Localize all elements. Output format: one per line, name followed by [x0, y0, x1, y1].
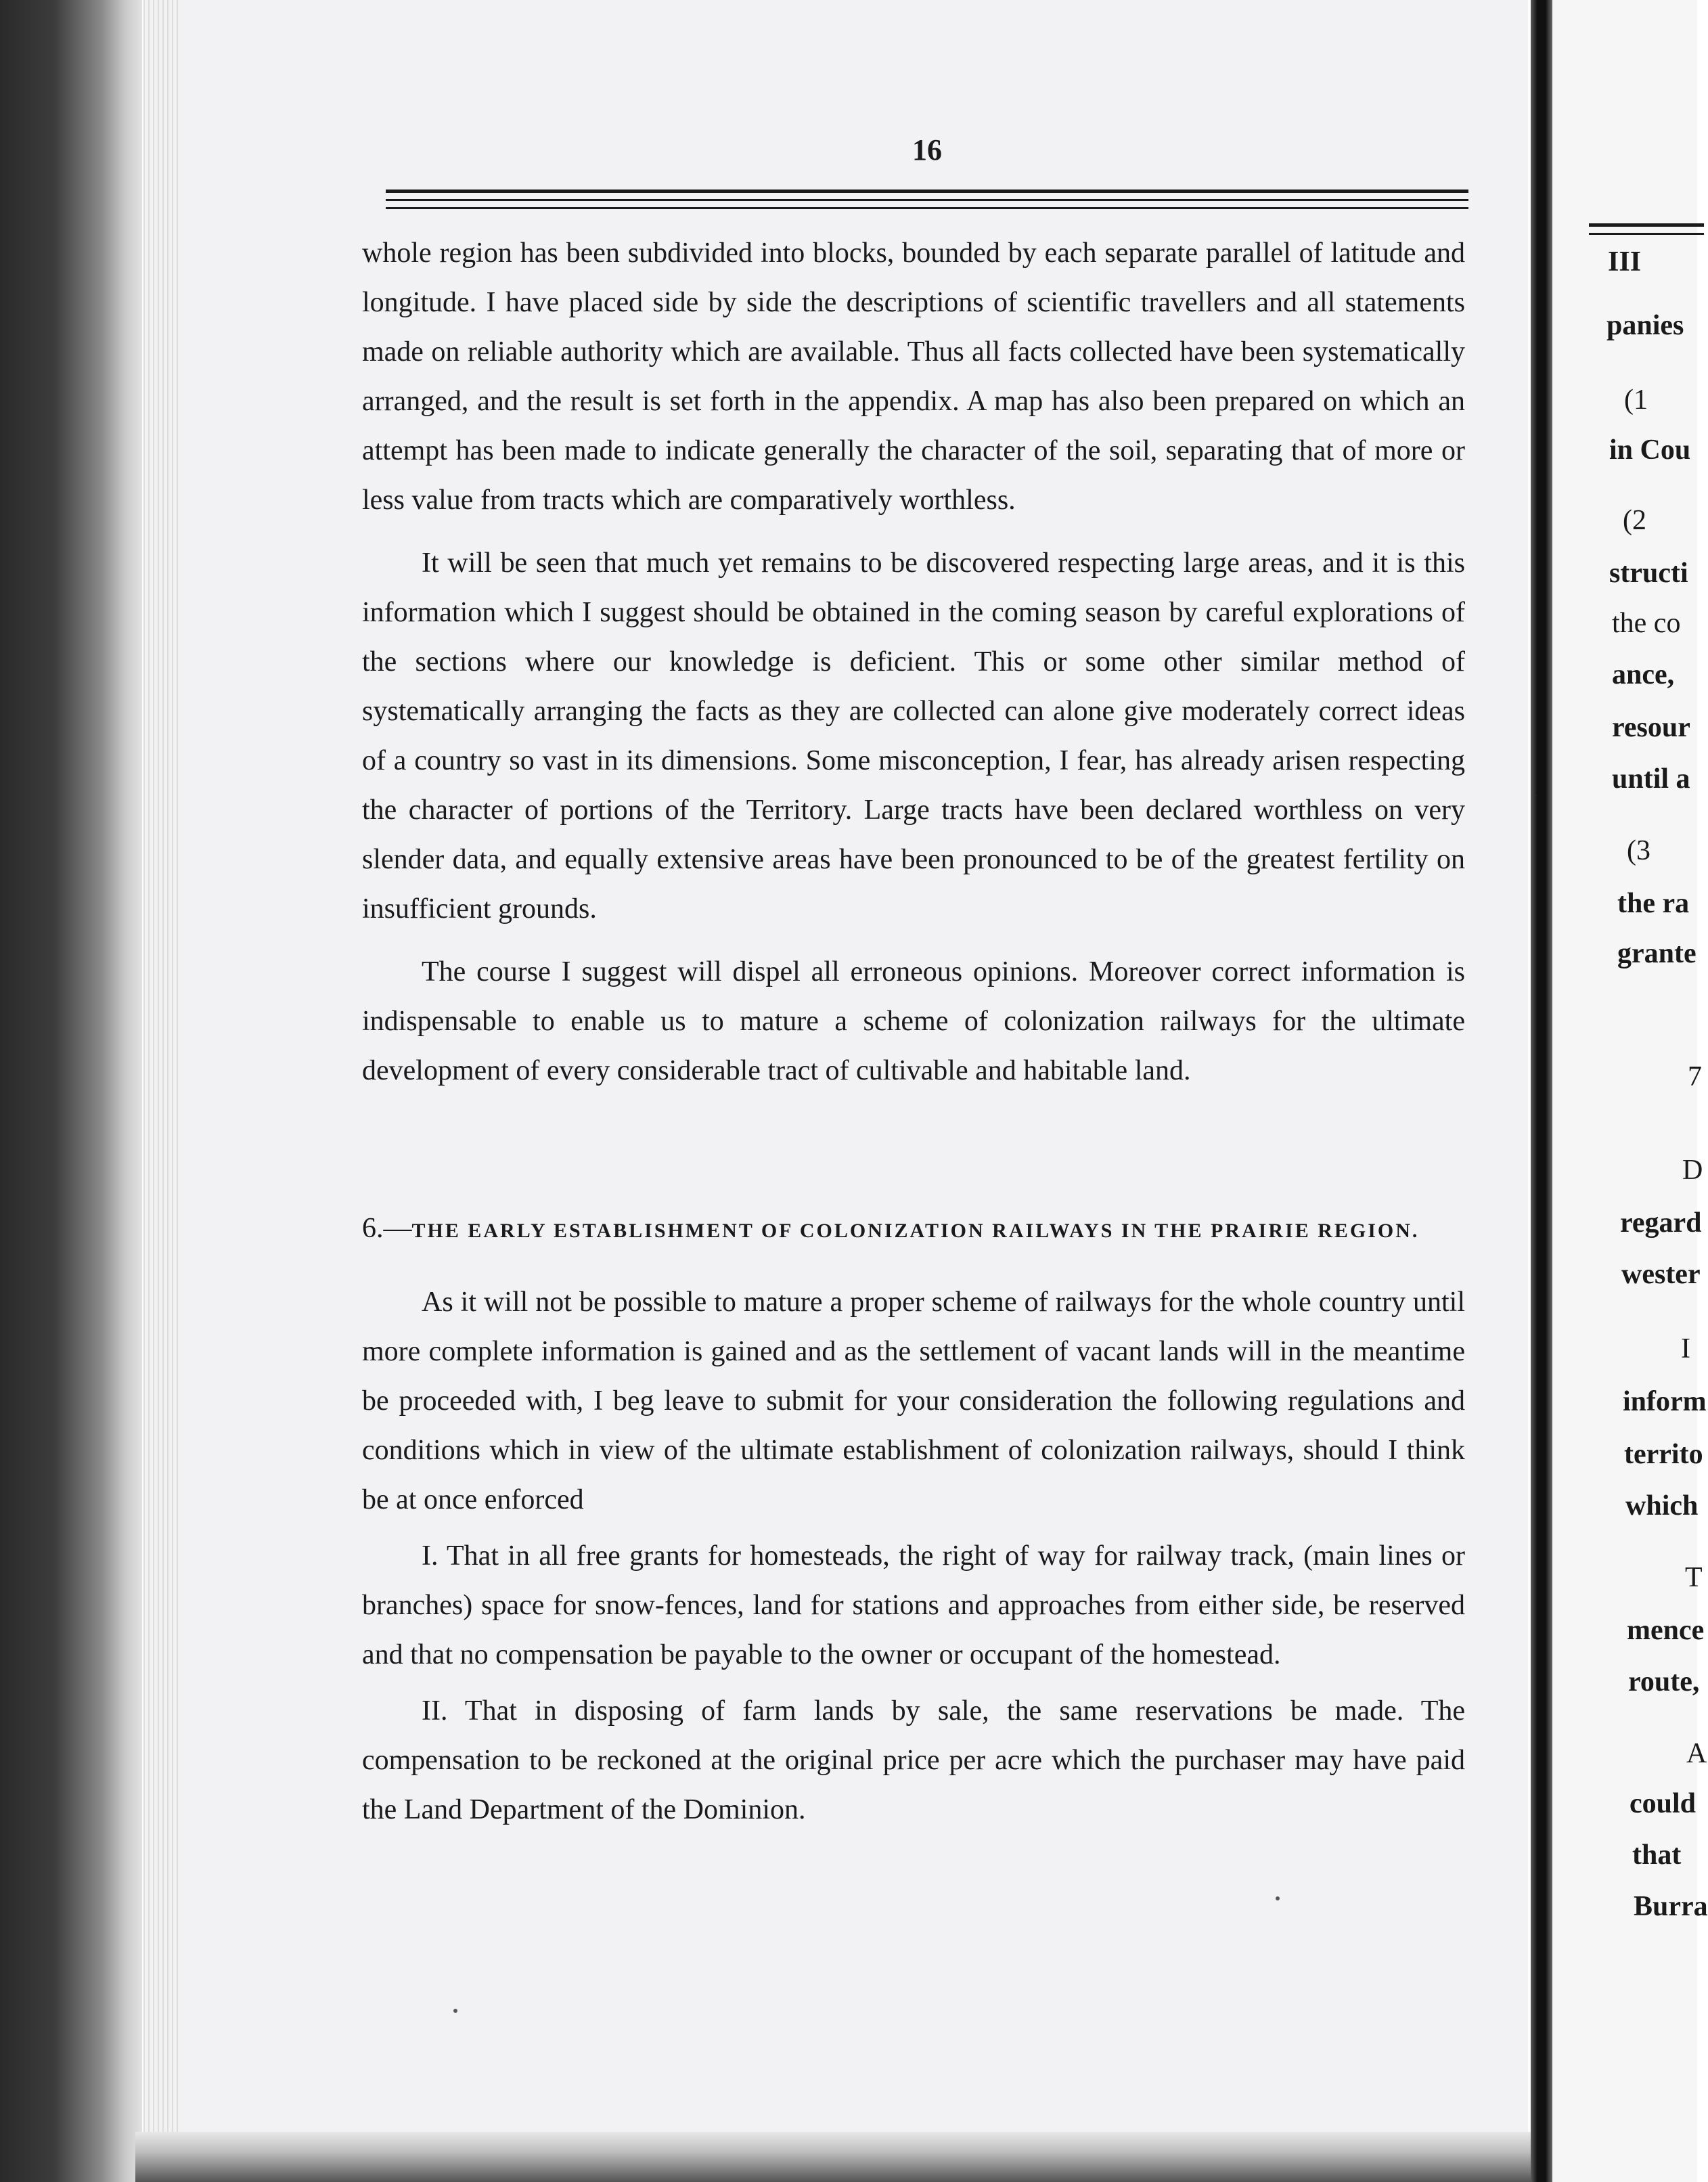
- header-rule: [386, 207, 1468, 209]
- fragment-text: panies: [1606, 310, 1684, 341]
- fragment-text: (1: [1624, 384, 1648, 416]
- page-bottom-edge: [135, 2132, 1543, 2182]
- paragraph: As it will not be possible to mature a proper scheme of railways for the whole country until more complete information is gained and as the settlement of vacant lands will in the meantime be proceeded with, I beg leave to submit for your consideration the following regulations and conditions which in view of the ultimate establishment of colonization railways, should I think be at once enforced: [362, 1287, 1465, 1515]
- fragment-text: Burra: [1634, 1891, 1708, 1922]
- fragment-text: I: [1681, 1333, 1690, 1364]
- paragraph: II. That in disposing of farm lands by sale, the same reservations be made. The compensation to be reckoned at the original price per acre which the purchaser may have paid the Land Department of the Dominion.: [362, 1695, 1465, 1825]
- header-rule: [1589, 233, 1704, 235]
- fragment-text: structi: [1609, 558, 1688, 589]
- fragment-text: grante: [1617, 938, 1696, 969]
- header-rule: [1589, 223, 1704, 227]
- page-stack-edges: [143, 0, 184, 2182]
- fragment-text: D: [1682, 1155, 1703, 1186]
- right-page-fragment: [1562, 0, 1708, 2182]
- fragment-text: ance,: [1612, 659, 1675, 690]
- fragment-text: which: [1625, 1490, 1699, 1521]
- fragment-text: (2: [1623, 505, 1646, 536]
- fragment-text: A: [1686, 1738, 1707, 1769]
- paragraph: I. That in all free grants for homesteads, the right of way for railway track, (main lines or branches) space for snow-fences, land for stations and approaches from either side, be reserved and that no compensation be payable to the owner or occupant of the homestead.: [362, 1540, 1465, 1670]
- fragment-text: wester: [1621, 1259, 1701, 1290]
- fragment-text: inform: [1623, 1386, 1707, 1417]
- book-binding-edge: [0, 0, 142, 2182]
- section-heading: [362, 1205, 1465, 1255]
- fragment-text: 7: [1688, 1061, 1702, 1092]
- fragment-text: territo: [1624, 1439, 1703, 1470]
- paragraph: It will be seen that much yet remains to be discovered respecting large areas, and it is this information which I suggest should be obtained in the coming season by careful explorations of the sections where our knowledge is deficient. This or some other similar method of systematically arranging the facts as they are collected can alone give moderately correct ideas of a country so vast in its dimensions. Some misconception, I fear, has already arisen respecting the character of portions of the Territory. Large tracts have been declared worthless on very slender data, and equally extensive areas have been pronounced to be of the greatest fertility on insufficient grounds.: [362, 548, 1465, 925]
- fragment-text: (3: [1627, 835, 1650, 866]
- book-gutter: [1531, 0, 1552, 2182]
- scan-speck: [453, 2009, 457, 2013]
- header-rule: [386, 190, 1468, 193]
- paragraph: The course I suggest will dispel all erroneous opinions. Moreover correct information is indispensable to enable us to mature a scheme of colonization railways for the ultimate development of every considerable tract of cultivable and habitable land.: [362, 956, 1465, 1086]
- scan-speck: [1536, 791, 1540, 795]
- fragment-text: regard: [1620, 1207, 1702, 1239]
- body-text-upper: [362, 229, 1465, 1096]
- fragment-text: in Cou: [1609, 435, 1691, 466]
- header-rule: [386, 199, 1468, 201]
- body-text-lower: [362, 1278, 1465, 1835]
- section-title: THE EARLY ESTABLISHMENT OF COLONIZATION RAILWAYS IN THE PRAIRIE REGION.: [411, 1220, 1420, 1242]
- scan-speck: [1276, 1896, 1280, 1900]
- fragment-text: until a: [1612, 763, 1690, 795]
- section-number: 6.—: [362, 1213, 412, 1244]
- fragment-text: the ra: [1617, 888, 1690, 919]
- fragment-text: route,: [1628, 1666, 1700, 1697]
- fragment-text: mence: [1627, 1615, 1705, 1646]
- fragment-text: the co: [1612, 608, 1681, 639]
- fragment-text: could: [1630, 1788, 1696, 1819]
- paragraph: whole region has been subdivided into blocks, bounded by each separate parallel of latitude and longitude. I have placed side by side the descriptions of scientific travellers and all statements made on reliable authority which are available. Thus all facts collected have been systematically arranged, and the result is set forth in the appendix. A map has also been prepared on which an attempt has been made to indicate generally the character of the soil, separating that of more or less value from tracts which are comparatively worthless.: [362, 238, 1465, 516]
- page-number: 16: [912, 133, 942, 166]
- fragment-text: T: [1685, 1562, 1703, 1593]
- fragment-text: III: [1608, 246, 1642, 277]
- fragment-text: resour: [1612, 712, 1690, 743]
- fragment-text: that: [1632, 1840, 1682, 1871]
